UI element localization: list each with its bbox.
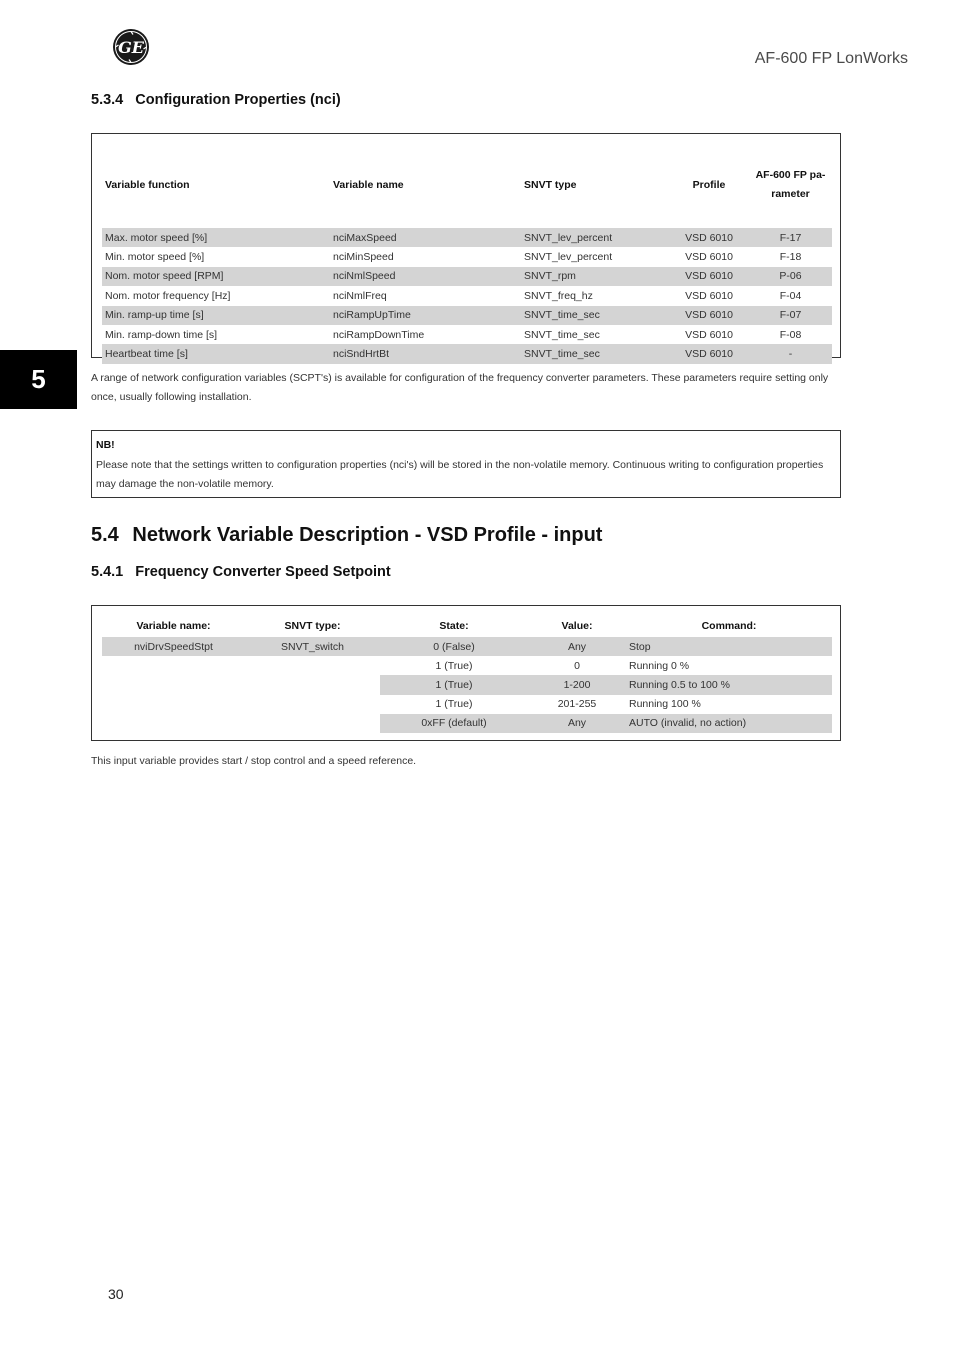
table-cell: VSD 6010 (669, 344, 749, 363)
table-row (102, 656, 832, 675)
table-cell: nviDrvSpeedStpt (102, 637, 245, 656)
note-box (91, 430, 841, 498)
table-cell: nciMinSpeed (333, 251, 394, 264)
svg-text:GE: GE (118, 38, 144, 57)
chapter-tab: 5 (0, 350, 77, 409)
table-cell: F-04 (779, 289, 802, 302)
table-cell: SNVT_lev_percent (524, 251, 613, 264)
table-cell: 0 (574, 659, 580, 672)
table-cell: Any (528, 637, 626, 656)
table-cell: nciNmlFreq (333, 289, 387, 302)
note-text: Please note that the settings written to configuration properties (nci's) will be stored in the non-volatile memory. Continuous writing to configuration properties may damage the non-volatile memory. (96, 458, 824, 490)
table-cell: F-17 (749, 228, 832, 247)
column-header: SNVT type (524, 179, 577, 191)
table-row (102, 325, 832, 344)
table-cell: 0xFF (default) (380, 714, 528, 733)
column-header: SNVT type: (284, 620, 341, 632)
section-heading-541 (91, 564, 391, 580)
table-cell: Stop (626, 637, 832, 656)
table-cell: F-07 (749, 306, 832, 325)
table-row (102, 695, 832, 714)
table-cell: SNVT_time_sec (521, 344, 669, 363)
table-cell: 1-200 (528, 675, 626, 694)
table-spacer-row (102, 214, 832, 228)
table-row (102, 637, 832, 656)
table-cell: nciSndHrtBt (330, 344, 521, 363)
table-cell: Nom. motor speed [RPM] (102, 267, 330, 286)
table-cell (102, 656, 245, 675)
table-cell: 0 (False) (380, 637, 528, 656)
table-row (102, 306, 832, 325)
table-row (102, 247, 832, 266)
table-cell: Min. ramp-up time [s] (102, 306, 330, 325)
table-cell: VSD 6010 (685, 251, 733, 264)
table-cell (102, 695, 245, 714)
table-cell: Running 0.5 to 100 % (626, 675, 832, 694)
section-heading-534 (91, 92, 341, 108)
table-cell: SNVT_time_sec (521, 306, 669, 325)
section-number: 5.3.4 (91, 92, 124, 108)
column-header: Value: (561, 620, 593, 632)
table-cell: SNVT_switch (245, 637, 380, 656)
table-row (102, 228, 832, 247)
table-cell: Running 0 % (629, 659, 690, 672)
table-cell: VSD 6010 (685, 289, 733, 302)
table-cell (245, 695, 380, 714)
table-cell: nciRampUpTime (330, 306, 521, 325)
table-cell: VSD 6010 (669, 306, 749, 325)
table-cell (102, 675, 245, 694)
table-cell: SNVT_lev_percent (521, 228, 669, 247)
column-header: Variable function (105, 179, 190, 191)
table-cell: 1 (True) (435, 698, 473, 711)
table-cell: 1 (True) (435, 659, 473, 672)
ge-logo (112, 28, 150, 66)
table-cell: SNVT_time_sec (524, 328, 600, 341)
table-row (102, 714, 832, 733)
table-row (102, 344, 832, 363)
table-cell: Nom. motor frequency [Hz] (105, 289, 231, 302)
table-cell: nciMaxSpeed (330, 228, 521, 247)
table-cell (245, 675, 380, 694)
table-cell (102, 714, 245, 733)
column-header: Profile (692, 178, 726, 191)
table-cell: F-08 (779, 328, 802, 341)
table-header-row (102, 156, 832, 214)
config-properties-table (102, 156, 832, 364)
table-cell: SNVT_freq_hz (524, 289, 593, 302)
speed-setpoint-table-box (91, 605, 841, 741)
table-cell: Min. motor speed [%] (105, 251, 205, 264)
config-properties-table-box (91, 133, 841, 361)
table-cell: VSD 6010 (669, 267, 749, 286)
section-number: 5.4 (91, 524, 119, 546)
speed-setpoint-table (102, 615, 832, 733)
table-cell: P-06 (749, 267, 832, 286)
table-cell (245, 714, 380, 733)
table-cell: AUTO (invalid, no action) (626, 714, 832, 733)
section-title: Network Variable Description - VSD Profile - input (132, 524, 603, 546)
column-header: Variable name (333, 179, 404, 191)
table-cell: nciRampDownTime (333, 328, 425, 341)
column-header: Variable name: (136, 620, 211, 632)
table-cell: Min. ramp-down time [s] (105, 328, 218, 341)
table-cell: SNVT_rpm (521, 267, 669, 286)
table-cell: F-18 (779, 251, 802, 264)
table-cell (245, 656, 380, 675)
page-number: 30 (108, 1286, 124, 1302)
table-cell: Max. motor speed [%] (102, 228, 330, 247)
column-header: Command: (701, 620, 757, 632)
table-row (102, 675, 832, 694)
section-heading-54 (91, 524, 602, 547)
table-cell: Heartbeat time [s] (102, 344, 330, 363)
section-title: Frequency Converter Speed Setpoint (135, 564, 391, 580)
table-cell: VSD 6010 (685, 328, 733, 341)
table-cell: VSD 6010 (669, 228, 749, 247)
section-title: Configuration Properties (nci) (135, 92, 341, 108)
setpoint-paragraph: This input variable provides start / stop control and a speed reference. (91, 755, 417, 767)
table-row (102, 267, 832, 286)
table-cell: 1 (True) (380, 675, 528, 694)
table-cell: - (749, 344, 832, 363)
config-paragraph: A range of network configuration variables (SCPT's) is available for configuration of the frequency converter parameters. These parameters require setting only once, usually following installation. (91, 372, 829, 403)
table-cell: nciNmlSpeed (330, 267, 521, 286)
table-header-row (102, 615, 832, 637)
section-number: 5.4.1 (91, 564, 124, 580)
table-row (102, 286, 832, 305)
table-cell: Running 100 % (629, 698, 701, 711)
table-cell: 201-255 (557, 698, 597, 711)
column-header: AF-600 FP pa- rameter (755, 169, 826, 200)
table-cell: Any (528, 714, 626, 733)
product-title: AF-600 FP LonWorks (754, 50, 908, 67)
note-title: NB! (96, 439, 115, 451)
column-header: State: (439, 620, 469, 632)
